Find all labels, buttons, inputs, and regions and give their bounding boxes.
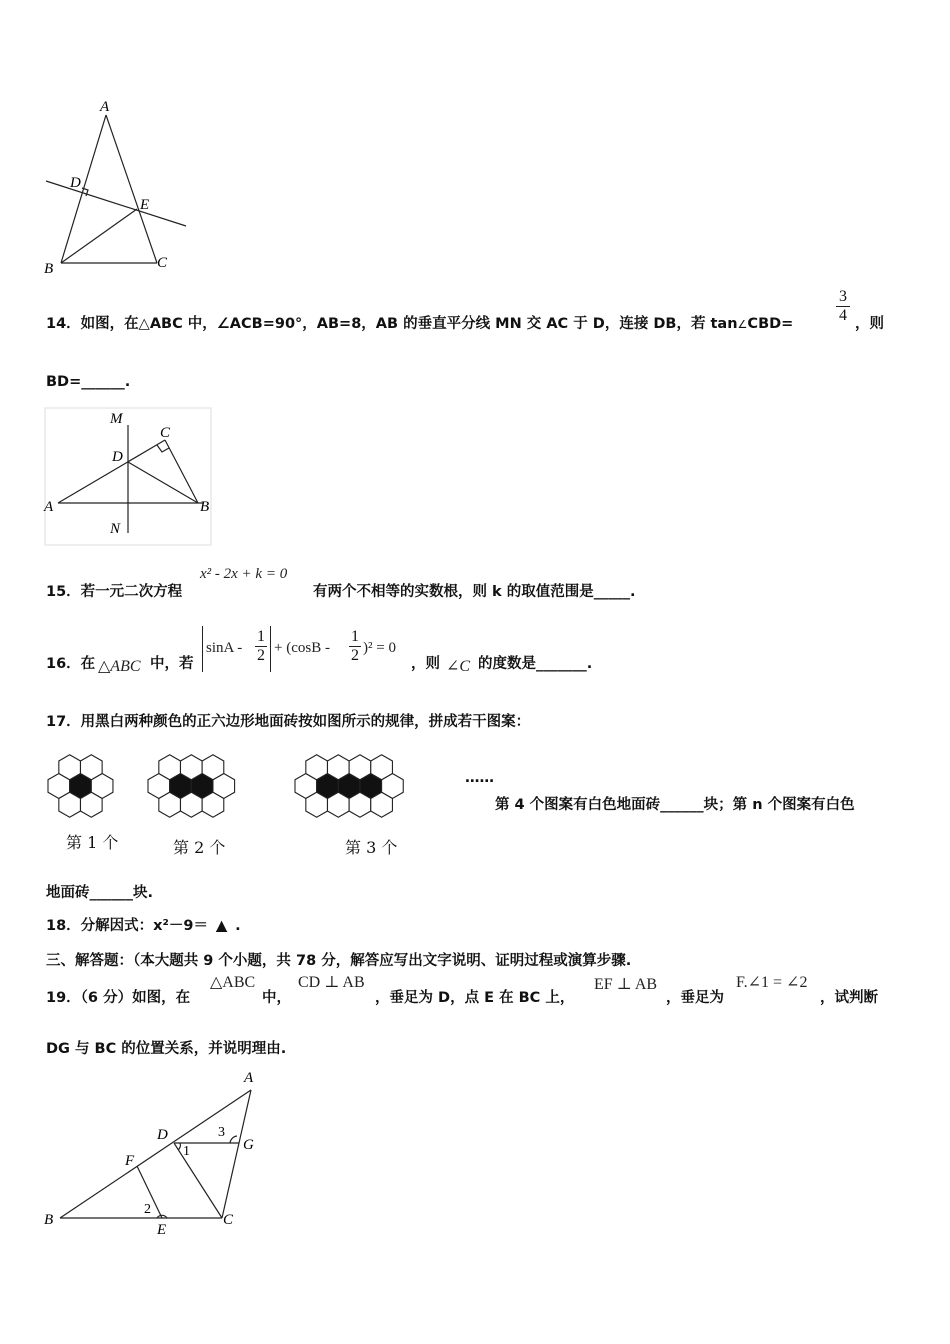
q15-prefix: 15．若一元二次方程: [46, 584, 183, 600]
q19-part4: ，垂足为: [666, 990, 724, 1006]
section3-heading: 三、解答题：（本大题共 9 个小题，共 78 分，解答应写出文字说明、证明过程或演算步骤.: [46, 953, 632, 969]
q16-triangle: △ABC: [98, 658, 141, 675]
figure-q19: [40, 1065, 270, 1240]
q16-sinA: sinA -: [206, 640, 243, 656]
fig13-label-D: D: [70, 175, 81, 191]
white-hex-tile: [159, 792, 181, 817]
fig14-label-M: M: [110, 411, 123, 427]
q14-text-part2: CBD=: [747, 316, 794, 332]
q17-hex-patterns: [40, 742, 480, 832]
q16-half2-den: 2: [351, 647, 359, 664]
q16-half1-num: 1: [257, 628, 265, 645]
q17-caption-2: 第 2 个: [173, 838, 226, 857]
q16-half2: [349, 628, 361, 665]
white-hex-tile: [202, 792, 224, 817]
q16-half1: [255, 628, 267, 665]
figure-q13: [40, 95, 200, 280]
white-hex-tile: [371, 792, 393, 817]
fig14-label-D: D: [112, 449, 123, 465]
q16-mid: 中，若: [150, 656, 194, 672]
q16-cos: + (cosB -: [274, 640, 330, 656]
q16-prefix: 16．在: [46, 656, 96, 672]
q14-fraction: [836, 288, 850, 325]
q16-then: ，则: [411, 656, 440, 672]
q15-equation: x² - 2x + k = 0: [200, 566, 288, 582]
q18-blank: ▲: [215, 918, 228, 934]
fig19-label-D: D: [157, 1127, 168, 1143]
white-hex-tile: [349, 755, 371, 780]
q14-text: [46, 312, 793, 333]
q19-ef-perp: EF ⊥ AB: [594, 976, 658, 993]
white-hex-tile: [371, 755, 393, 780]
white-hex-tile: [327, 755, 349, 780]
white-hex-tile: [59, 792, 81, 817]
q16-abs-bar-right: [270, 626, 271, 672]
white-hex-tile: [202, 755, 224, 780]
fig19-label-one: 1: [183, 1144, 190, 1159]
q18-question: 18．分解因式：x²－9＝: [46, 918, 208, 934]
white-hex-tile: [59, 755, 81, 780]
q14-angle-symbol: ∠: [737, 318, 748, 331]
fig14-label-A: A: [44, 499, 54, 515]
q19-part2: 中，: [262, 990, 291, 1006]
q19-angles: F.∠1 = ∠2: [736, 974, 808, 991]
fig13-label-B: B: [44, 261, 54, 277]
q16-close: )² = 0: [363, 640, 396, 656]
q17-ellipsis: ……: [465, 770, 494, 786]
white-hex-tile: [80, 755, 102, 780]
q16-abs-bar: [202, 626, 203, 672]
fig14-label-C: C: [160, 425, 171, 441]
white-hex-tile: [180, 792, 202, 817]
fig19-label-A: A: [244, 1070, 254, 1086]
q17-tail-line2: 地面砖______块.: [46, 885, 154, 901]
q14-text-part1: 14．如图，在△ABC 中，∠ACB=90°，AB=8，AB 的垂直平分线 MN 交 AC 于 D，连接 DB，若 tan: [46, 316, 738, 332]
q19-part1: 19．（6 分）如图，在: [46, 990, 191, 1006]
q14-answer-line: BD=______.: [46, 374, 131, 390]
q18-text: [46, 914, 241, 935]
white-hex-tile: [349, 792, 371, 817]
fig19-label-F: F: [125, 1153, 135, 1169]
q16-half1-den: 2: [257, 647, 265, 664]
q19-part3: ，垂足为 D，点 E 在 BC 上，: [375, 990, 575, 1006]
q18-end: .: [235, 918, 241, 934]
fig19-label-two: 2: [144, 1202, 151, 1217]
q19-triangle: △ABC: [210, 974, 256, 991]
white-hex-tile: [306, 792, 328, 817]
q15-suffix: 有两个不相等的实数根，则 k 的取值范围是_____.: [313, 584, 636, 600]
q16-half2-num: 1: [351, 628, 359, 645]
white-hex-tile: [159, 755, 181, 780]
white-hex-tile: [306, 755, 328, 780]
q14-frac-den: 4: [836, 306, 850, 325]
q19-line2: DG 与 BC 的位置关系，并说明理由.: [46, 1041, 287, 1057]
q14-text-end: ，则: [855, 316, 884, 332]
fig14-label-N: N: [110, 521, 121, 537]
fig19-label-three: 3: [218, 1125, 225, 1140]
fig19-label-B: B: [44, 1212, 54, 1228]
white-hex-tile: [327, 792, 349, 817]
figure-q14: [40, 405, 215, 550]
fig19-label-G: G: [243, 1137, 254, 1153]
q17-tail-line1: 第 4 个图案有白色地面砖______块；第 n 个图案有白色: [495, 797, 855, 813]
white-hex-tile: [180, 755, 202, 780]
q17-caption-1: 第 1 个: [66, 833, 119, 852]
q16-suffix: 的度数是_______.: [478, 656, 593, 672]
q16-angle-C: ∠C: [446, 658, 471, 675]
q14-frac-num: 3: [839, 288, 847, 305]
fig19-label-E: E: [157, 1222, 167, 1238]
q19-part5: ，试判断: [820, 990, 878, 1006]
white-hex-tile: [80, 792, 102, 817]
fig14-label-B: B: [200, 499, 210, 515]
fig13-label-A: A: [100, 99, 110, 115]
fig13-label-C: C: [157, 255, 168, 271]
q17-text: 17．用黑白两种颜色的正六边形地面砖按如图所示的规律，拼成若干图案：: [46, 714, 531, 730]
fig19-label-C: C: [223, 1212, 234, 1228]
q17-caption-3: 第 3 个: [345, 838, 398, 857]
q19-cd-perp: CD ⊥ AB: [298, 974, 365, 991]
fig13-label-E: E: [140, 197, 150, 213]
